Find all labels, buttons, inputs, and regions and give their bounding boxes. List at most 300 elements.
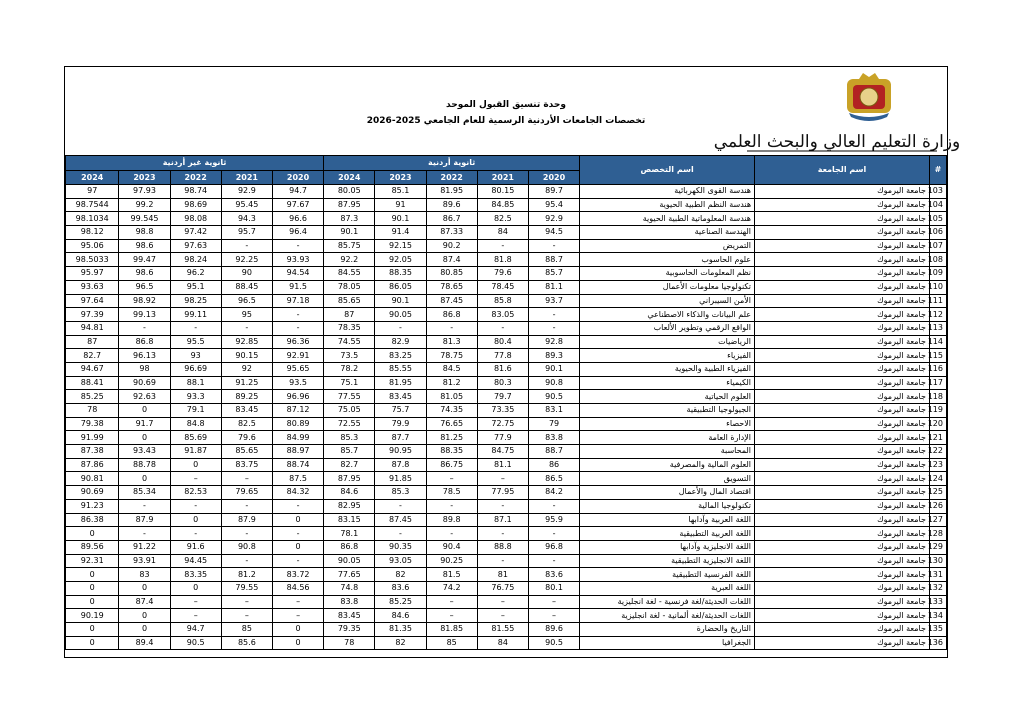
table-row — [66, 376, 947, 390]
year-header: 2024 — [324, 171, 375, 185]
non-jordanian-score: 87.86 — [66, 458, 119, 472]
major-name: اللغة الانجليزية التطبيقية — [580, 554, 755, 568]
jordanian-score: 81.85 — [426, 623, 477, 637]
non-jordanian-score: 79.65 — [221, 486, 272, 500]
major-name: تكنولوجيا معلومات الأعمال — [580, 280, 755, 294]
jordanian-score: 82.5 — [477, 212, 528, 226]
non-jordanian-score: 93.93 — [272, 253, 323, 267]
jordanian-score: 83.05 — [477, 308, 528, 322]
table-row — [66, 253, 947, 267]
university-name: جامعة اليرموك — [755, 623, 930, 637]
jordanian-score: 89.8 — [426, 513, 477, 527]
non-jordanian-score: 93.3 — [170, 390, 221, 404]
jordanian-score: – — [426, 609, 477, 623]
jordanian-score: 87.33 — [426, 226, 477, 240]
table-row — [66, 609, 947, 623]
jordanian-score: 78.65 — [426, 280, 477, 294]
jordanian-score: 86 — [528, 458, 579, 472]
jordanian-score: 85.7 — [324, 445, 375, 459]
university-name: جامعة اليرموك — [755, 321, 930, 335]
non-jordanian-score: - — [170, 499, 221, 513]
table-row — [66, 458, 947, 472]
major-name: علم البيانات والذكاء الاصطناعي — [580, 308, 755, 322]
jordanian-score: 85.75 — [324, 239, 375, 253]
jordanian-score: 90.05 — [324, 554, 375, 568]
non-jordanian-score: 85.34 — [119, 486, 170, 500]
non-jordanian-score: 92.91 — [272, 349, 323, 363]
jordanian-score: 91.85 — [375, 472, 426, 486]
jordanian-score: 78.05 — [324, 280, 375, 294]
jordanian-score: 84.75 — [477, 445, 528, 459]
non-jordanian-score: 90.69 — [66, 486, 119, 500]
non-jordanian-score: 91.25 — [221, 376, 272, 390]
jordanian-score: 73.5 — [324, 349, 375, 363]
major-name: التاريخ والحضارة — [580, 623, 755, 637]
non-jordanian-score: 87.38 — [66, 445, 119, 459]
row-number: 134 — [929, 609, 946, 623]
non-jordanian-score: - — [119, 321, 170, 335]
jordanian-score: – — [426, 595, 477, 609]
jordanian-score: 77.55 — [324, 390, 375, 404]
non-jordanian-score: 0 — [119, 472, 170, 486]
non-jordanian-score: 86.38 — [66, 513, 119, 527]
jordanian-score: 80.85 — [426, 267, 477, 281]
jordanian-score: 83.6 — [528, 568, 579, 582]
jordanian-score: 74.2 — [426, 581, 477, 595]
major-name: اللغات الحديثة/لغة فرنسية - لغة انجليزية — [580, 595, 755, 609]
jordanian-score: 77.95 — [477, 486, 528, 500]
jordanian-score: 90.5 — [528, 390, 579, 404]
ministry-logo — [713, 71, 961, 155]
jordanian-score: 79.35 — [324, 623, 375, 637]
non-jordanian-score: 94.7 — [170, 623, 221, 637]
non-jordanian-score: - — [170, 527, 221, 541]
non-jordanian-score: 91.22 — [119, 540, 170, 554]
non-jordanian-score: 91.23 — [66, 499, 119, 513]
jordanian-score: - — [528, 499, 579, 513]
col-major-header: اسم التخصص — [580, 156, 755, 185]
non-jordanian-score: 99.2 — [119, 198, 170, 212]
non-jordanian-score: 98.24 — [170, 253, 221, 267]
row-number: 120 — [929, 417, 946, 431]
major-name: علوم الحاسوب — [580, 253, 755, 267]
non-jordanian-score: 95 — [221, 308, 272, 322]
jordanian-score: 87.45 — [375, 513, 426, 527]
jordanian-score: 85.25 — [375, 595, 426, 609]
jordanian-score: 78 — [324, 636, 375, 650]
jordanian-score: 86.5 — [528, 472, 579, 486]
table-row — [66, 198, 947, 212]
jordanian-score: 87.45 — [426, 294, 477, 308]
row-number: 124 — [929, 472, 946, 486]
jordanian-score: 90.05 — [375, 308, 426, 322]
major-name: الكيمياء — [580, 376, 755, 390]
non-jordanian-score: 90.19 — [66, 609, 119, 623]
jordanian-score: 80.1 — [528, 581, 579, 595]
jordanian-score: 87.7 — [375, 431, 426, 445]
table-row — [66, 499, 947, 513]
non-jordanian-score: 92 — [221, 362, 272, 376]
row-number: 105 — [929, 212, 946, 226]
row-number: 122 — [929, 445, 946, 459]
university-name: جامعة اليرموك — [755, 390, 930, 404]
jordanian-score: 89.6 — [426, 198, 477, 212]
majors-table — [65, 155, 947, 650]
table-row — [66, 445, 947, 459]
col-index-header: # — [929, 156, 946, 185]
non-jordanian-score: 92.85 — [221, 335, 272, 349]
unit-title: وحدة تنسيق القبول الموحد — [446, 100, 566, 110]
jordanian-score: 92.2 — [324, 253, 375, 267]
jordanian-score: 90.35 — [375, 540, 426, 554]
jordanian-score: 77.65 — [324, 568, 375, 582]
non-jordanian-score: – — [221, 472, 272, 486]
non-jordanian-score: 97.18 — [272, 294, 323, 308]
non-jordanian-score: 95.45 — [221, 198, 272, 212]
jordanian-score: 88.35 — [375, 267, 426, 281]
row-number: 126 — [929, 499, 946, 513]
jordanian-score: 83.45 — [375, 390, 426, 404]
university-name: جامعة اليرموك — [755, 308, 930, 322]
row-number: 115 — [929, 349, 946, 363]
university-name: جامعة اليرموك — [755, 404, 930, 418]
jordanian-score: 96.8 — [528, 540, 579, 554]
non-jordanian-score: 91.99 — [66, 431, 119, 445]
non-jordanian-score: 93.43 — [119, 445, 170, 459]
row-number: 106 — [929, 226, 946, 240]
major-name: الفيزياء — [580, 349, 755, 363]
major-name: الاحصاء — [580, 417, 755, 431]
document-title: تخصصات الجامعات الأردنية الرسمية للعام الجامعي 2025-2026 — [366, 116, 646, 126]
university-name: جامعة اليرموك — [755, 376, 930, 390]
jordanian-score: 75.7 — [375, 404, 426, 418]
jordanian-score: - — [528, 321, 579, 335]
jordanian-score: 74.55 — [324, 335, 375, 349]
jordanian-score: 80.15 — [477, 185, 528, 199]
non-jordanian-score: 97.64 — [66, 294, 119, 308]
university-name: جامعة اليرموك — [755, 185, 930, 199]
table-row — [66, 595, 947, 609]
row-number: 136 — [929, 636, 946, 650]
row-number: 125 — [929, 486, 946, 500]
major-name: العلوم الحياتية — [580, 390, 755, 404]
jordanian-score: 76.75 — [477, 581, 528, 595]
jordanian-score: 84.5 — [426, 362, 477, 376]
jordanian-score: 92.05 — [375, 253, 426, 267]
major-name: هندسة المعلوماتية الطبية الحيوية — [580, 212, 755, 226]
table-row — [66, 335, 947, 349]
university-name: جامعة اليرموك — [755, 253, 930, 267]
non-jordanian-score: 90.8 — [221, 540, 272, 554]
university-name: جامعة اليرموك — [755, 362, 930, 376]
non-jordanian-score: 95.06 — [66, 239, 119, 253]
non-jordanian-score: - — [221, 554, 272, 568]
non-jordanian-score: 85.69 — [170, 431, 221, 445]
row-number: 118 — [929, 390, 946, 404]
non-jordanian-score: 82.5 — [221, 417, 272, 431]
non-jordanian-score: - — [272, 527, 323, 541]
table-row — [66, 294, 947, 308]
major-name: المحاسبة — [580, 445, 755, 459]
jordanian-score: 78.45 — [477, 280, 528, 294]
jordanian-score: 90.5 — [528, 636, 579, 650]
non-jordanian-score: 96.13 — [119, 349, 170, 363]
major-name: هندسة القوى الكهربائية — [580, 185, 755, 199]
non-jordanian-score: 88.1 — [170, 376, 221, 390]
jordanian-score: 95.9 — [528, 513, 579, 527]
jordanian-score: 95.4 — [528, 198, 579, 212]
non-jordanian-score: 88.78 — [119, 458, 170, 472]
jordanian-score: - — [375, 321, 426, 335]
university-name: جامعة اليرموك — [755, 445, 930, 459]
table-row — [66, 185, 947, 199]
jordanian-score: 81 — [477, 568, 528, 582]
jordanian-score: 90.2 — [426, 239, 477, 253]
jordanian-score: - — [477, 527, 528, 541]
jordanian-score: 86.8 — [324, 540, 375, 554]
university-name: جامعة اليرموك — [755, 527, 930, 541]
non-jordanian-score: 98.7544 — [66, 198, 119, 212]
non-jordanian-score: 0 — [66, 581, 119, 595]
jordanian-score: 89.6 — [528, 623, 579, 637]
jordanian-score: 88.35 — [426, 445, 477, 459]
year-header: 2024 — [66, 171, 119, 185]
major-name: اللغة العربية وآدابها — [580, 513, 755, 527]
jordanian-score: 82 — [375, 568, 426, 582]
jordanian-score: 85 — [426, 636, 477, 650]
non-jordanian-score: – — [170, 609, 221, 623]
jordanian-score: 83.6 — [375, 581, 426, 595]
jordanian-score: 80.3 — [477, 376, 528, 390]
table-row — [66, 321, 947, 335]
table-row — [66, 239, 947, 253]
jordanian-score: - — [528, 239, 579, 253]
non-jordanian-score: 91.87 — [170, 445, 221, 459]
table-row — [66, 417, 947, 431]
jordanian-score: 93.05 — [375, 554, 426, 568]
major-name: نظم المعلومات الحاسوبية — [580, 267, 755, 281]
non-jordanian-score: 78 — [66, 404, 119, 418]
jordanian-score: 84.55 — [324, 267, 375, 281]
jordanian-score: 90.1 — [324, 226, 375, 240]
non-jordanian-score: 93 — [170, 349, 221, 363]
jordanian-score: 90.8 — [528, 376, 579, 390]
jordanian-score: - — [528, 527, 579, 541]
non-jordanian-score: - — [170, 321, 221, 335]
table-row — [66, 280, 947, 294]
university-name: جامعة اليرموك — [755, 568, 930, 582]
university-name: جامعة اليرموك — [755, 198, 930, 212]
non-jordanian-score: – — [170, 472, 221, 486]
non-jordanian-score: 82.7 — [66, 349, 119, 363]
non-jordanian-score: 84.8 — [170, 417, 221, 431]
jordanian-score: 79 — [528, 417, 579, 431]
non-jordanian-score: 95.7 — [221, 226, 272, 240]
non-jordanian-score: 99.545 — [119, 212, 170, 226]
row-number: 119 — [929, 404, 946, 418]
university-name: جامعة اليرموك — [755, 294, 930, 308]
non-jordanian-score: 88.41 — [66, 376, 119, 390]
row-number: 108 — [929, 253, 946, 267]
jordanian-score: 90.25 — [426, 554, 477, 568]
non-jordanian-score: 87.9 — [221, 513, 272, 527]
non-jordanian-score: - — [119, 527, 170, 541]
non-jordanian-score: 86.8 — [119, 335, 170, 349]
major-name: التسويق — [580, 472, 755, 486]
non-jordanian-score: 0 — [272, 513, 323, 527]
university-name: جامعة اليرموك — [755, 499, 930, 513]
non-jordanian-score: 83.35 — [170, 568, 221, 582]
jordanian-score: 81.2 — [426, 376, 477, 390]
non-jordanian-score: 89.25 — [221, 390, 272, 404]
university-name: جامعة اليرموك — [755, 554, 930, 568]
year-header: 2023 — [375, 171, 426, 185]
non-jordanian-score: 0 — [170, 458, 221, 472]
non-jordanian-score: 96.2 — [170, 267, 221, 281]
university-name: جامعة اليرموك — [755, 609, 930, 623]
non-jordanian-score: 98 — [119, 362, 170, 376]
jordanian-score: 77.9 — [477, 431, 528, 445]
non-jordanian-score: 98.25 — [170, 294, 221, 308]
jordanian-score: 90.4 — [426, 540, 477, 554]
jordanian-score: 84.2 — [528, 486, 579, 500]
jordanian-score: 86.7 — [426, 212, 477, 226]
row-number: 128 — [929, 527, 946, 541]
jordanian-score: 91 — [375, 198, 426, 212]
major-name: هندسة النظم الطبية الحيوية — [580, 198, 755, 212]
year-header: 2020 — [272, 171, 323, 185]
jordanian-score: 78.5 — [426, 486, 477, 500]
jordanian-score: 87 — [324, 308, 375, 322]
non-jordanian-score: 84.99 — [272, 431, 323, 445]
table-row — [66, 349, 947, 363]
jordanian-score: 83.8 — [324, 595, 375, 609]
non-jordanian-score: 0 — [119, 581, 170, 595]
non-jordanian-score: - — [272, 321, 323, 335]
jordanian-score: 93.7 — [528, 294, 579, 308]
non-jordanian-score: 0 — [119, 623, 170, 637]
non-jordanian-score: 90.69 — [119, 376, 170, 390]
major-name: الواقع الرقمي وتطوير الألعاب — [580, 321, 755, 335]
jordanian-score: 78.75 — [426, 349, 477, 363]
jordanian-score: 90.95 — [375, 445, 426, 459]
jordanian-score: 80.05 — [324, 185, 375, 199]
jordanian-score: 81.35 — [375, 623, 426, 637]
non-jordanian-score: 84.32 — [272, 486, 323, 500]
row-number: 110 — [929, 280, 946, 294]
jordanian-score: - — [477, 554, 528, 568]
non-jordanian-score: 94.3 — [221, 212, 272, 226]
jordanian-score: 78.35 — [324, 321, 375, 335]
jordanian-score: 87.1 — [477, 513, 528, 527]
non-jordanian-score: 79.1 — [170, 404, 221, 418]
university-name: جامعة اليرموك — [755, 458, 930, 472]
row-number: 123 — [929, 458, 946, 472]
jordanian-score: 82.95 — [324, 499, 375, 513]
non-jordanian-score: 85.65 — [221, 445, 272, 459]
jordanian-score: 83.1 — [528, 404, 579, 418]
row-number: 116 — [929, 362, 946, 376]
non-jordanian-score: – — [170, 595, 221, 609]
non-jordanian-score: 89.56 — [66, 540, 119, 554]
jordanian-score: 89.3 — [528, 349, 579, 363]
non-jordanian-score: 92.25 — [221, 253, 272, 267]
jordanian-score: 84 — [477, 636, 528, 650]
non-jordanian-score: 0 — [119, 609, 170, 623]
jordanian-score: - — [528, 554, 579, 568]
jordanian-score: – — [477, 609, 528, 623]
jordanian-score: 87.95 — [324, 198, 375, 212]
jordanian-score: 81.25 — [426, 431, 477, 445]
non-jordanian-score: 98.74 — [170, 185, 221, 199]
major-name: اللغات الحديثة/لغة ألمانية - لغة انجليزية — [580, 609, 755, 623]
jordanian-score: 86.8 — [426, 308, 477, 322]
jordanian-score: 87.4 — [426, 253, 477, 267]
non-jordanian-score: 91.5 — [272, 280, 323, 294]
non-jordanian-score: 0 — [119, 431, 170, 445]
university-name: جامعة اليرموك — [755, 486, 930, 500]
non-jordanian-score: 94.7 — [272, 185, 323, 199]
table-row — [66, 623, 947, 637]
jordanian-score: 83.8 — [528, 431, 579, 445]
non-jordanian-score: 88.97 — [272, 445, 323, 459]
jordanian-score: – — [426, 472, 477, 486]
jordanian-score: – — [528, 609, 579, 623]
header-row-groups — [66, 156, 947, 171]
jordanian-score: 85.3 — [375, 486, 426, 500]
major-name: الهندسة الصناعية — [580, 226, 755, 240]
jordanian-score: 85.8 — [477, 294, 528, 308]
non-jordanian-score: 90.5 — [170, 636, 221, 650]
jordanian-score: 88.7 — [528, 445, 579, 459]
table-row — [66, 212, 947, 226]
jordanian-score: 76.65 — [426, 417, 477, 431]
jordanian-score: 73.35 — [477, 404, 528, 418]
non-jordanian-score: 85 — [221, 623, 272, 637]
non-jordanian-score: 88.74 — [272, 458, 323, 472]
non-jordanian-score: – — [221, 609, 272, 623]
jordanian-score: 81.8 — [477, 253, 528, 267]
non-jordanian-score: 87.5 — [272, 472, 323, 486]
jordanian-score: 74.8 — [324, 581, 375, 595]
jordanian-score: - — [426, 321, 477, 335]
non-jordanian-score: 96.4 — [272, 226, 323, 240]
non-jordanian-score: 95.65 — [272, 362, 323, 376]
jordanian-score: 90.1 — [375, 212, 426, 226]
non-jordanian-score: 87 — [66, 335, 119, 349]
university-name: جامعة اليرموك — [755, 212, 930, 226]
jordanian-score: 74.35 — [426, 404, 477, 418]
row-number: 121 — [929, 431, 946, 445]
jordanian-score: 84.6 — [324, 486, 375, 500]
non-jordanian-score: 79.55 — [221, 581, 272, 595]
table-row — [66, 308, 947, 322]
university-name: جامعة اليرموك — [755, 431, 930, 445]
year-header: 2022 — [170, 171, 221, 185]
jordanian-score: 79.9 — [375, 417, 426, 431]
university-name: جامعة اليرموك — [755, 540, 930, 554]
row-number: 129 — [929, 540, 946, 554]
non-jordanian-score: 90 — [221, 267, 272, 281]
university-name: جامعة اليرموك — [755, 581, 930, 595]
jordanian-score: 84 — [477, 226, 528, 240]
row-number: 107 — [929, 239, 946, 253]
non-jordanian-score: 97.63 — [170, 239, 221, 253]
year-header: 2021 — [477, 171, 528, 185]
non-jordanian-score: 85.6 — [221, 636, 272, 650]
non-jordanian-score: – — [272, 595, 323, 609]
non-jordanian-score: - — [221, 321, 272, 335]
